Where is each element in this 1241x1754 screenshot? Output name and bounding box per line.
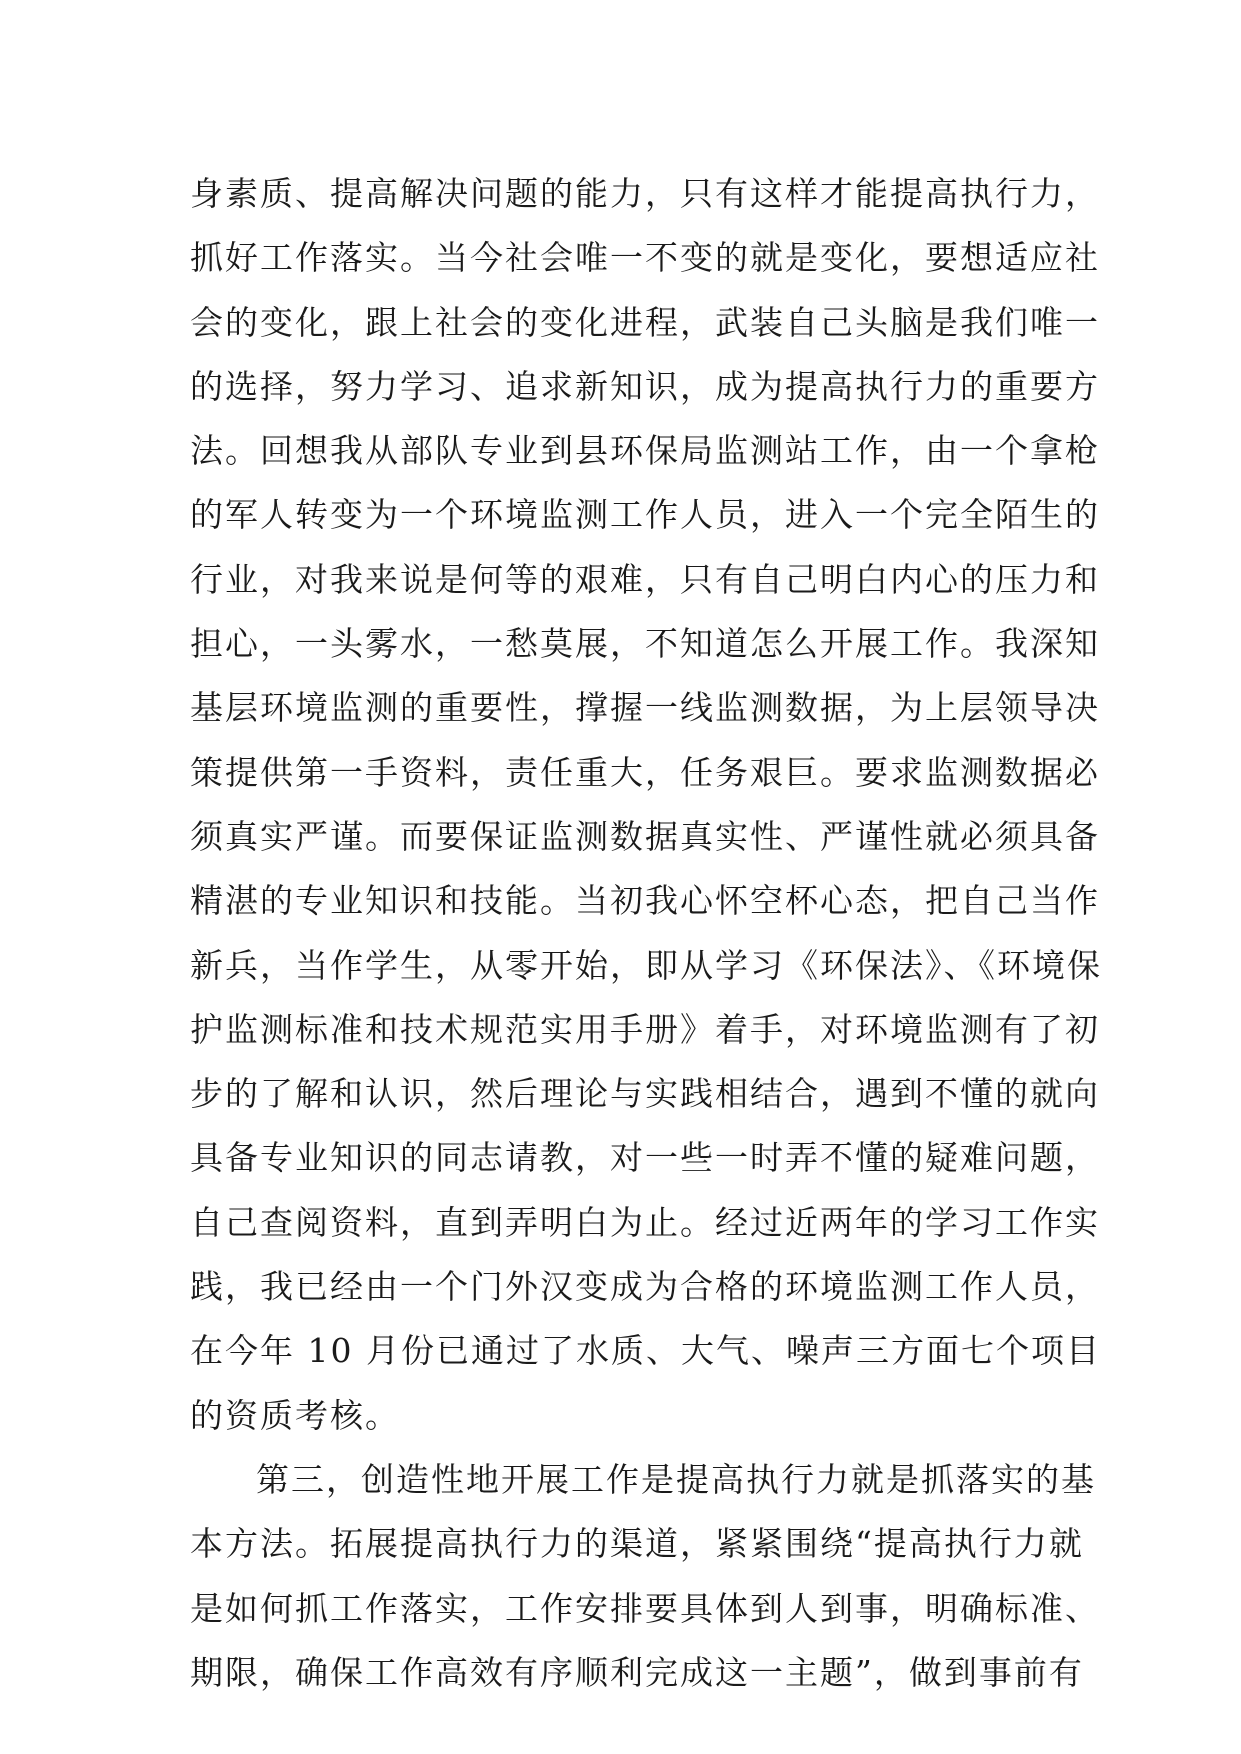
text-line: 的军人转变为一个环境监测工作人员，进入一个完全陌生的	[190, 495, 1100, 535]
document-body	[190, 162, 1102, 1705]
text-line: 的选择，努力学习、追求新知识，成为提高执行力的重要方	[190, 366, 1100, 406]
text-line: 自己查阅资料，直到弄明白为止。经过近两年的学习工作实	[190, 1202, 1100, 1242]
text-line: 行业，对我来说是何等的艰难，只有自己明白内心的压力和	[190, 559, 1100, 599]
text-line: 在今年 10 月份已通过了水质、大气、噪声三方面七个项目	[190, 1331, 1101, 1371]
text-line: 基层环境监测的重要性，撑握一线监测数据，为上层领导决	[190, 688, 1100, 728]
text-line: 精湛的专业知识和技能。当初我心怀空杯心态，把自己当作	[190, 881, 1100, 921]
text-line: 策提供第一手资料，责任重大，任务艰巨。要求监测数据必	[190, 752, 1100, 792]
paragraph-first-line: 第三，创造性地开展工作是提高执行力就是抓落实的基	[256, 1459, 1096, 1499]
text-line: 步的了解和认识，然后理论与实践相结合，遇到不懂的就向	[190, 1074, 1100, 1114]
text-line: 护监测标准和技术规范实用手册》着手，对环境监测有了初	[190, 1009, 1100, 1049]
text-line: 具备专业知识的同志请教，对一些一时弄不懂的疑难问题，	[190, 1138, 1100, 1178]
text-line: 须真实严谨。而要保证监测数据真实性、严谨性就必须具备	[190, 816, 1100, 856]
paragraph-end-line: 的资质考核。	[190, 1395, 400, 1435]
text-line: 期限，确保工作高效有序顺利完成这一主题”，做到事前有	[190, 1652, 1084, 1692]
text-line: 抓好工作落实。当今社会唯一不变的就是变化，要想适应社	[190, 238, 1100, 278]
text-line: 会的变化，跟上社会的变化进程，武装自己头脑是我们唯一	[190, 302, 1100, 342]
text-line: 是如何抓工作落实，工作安排要具体到人到事，明确标准、	[190, 1588, 1100, 1628]
text-line: 法。回想我从部队专业到县环保局监测站工作，由一个拿枪	[190, 431, 1100, 471]
text-line: 践，我已经由一个门外汉变成为合格的环境监测工作人员，	[190, 1267, 1100, 1307]
text-line: 本方法。拓展提高执行力的渠道，紧紧围绕“提高执行力就	[190, 1524, 1084, 1564]
text-line: 身素质、提高解决问题的能力，只有这样才能提高执行力，	[190, 174, 1100, 213]
text-line: 担心，一头雾水，一愁莫展，不知道怎么开展工作。我深知	[190, 624, 1100, 664]
text-line: 新兵，当作学生，从零开始，即从学习《环保法》、《环境保	[190, 945, 1102, 985]
